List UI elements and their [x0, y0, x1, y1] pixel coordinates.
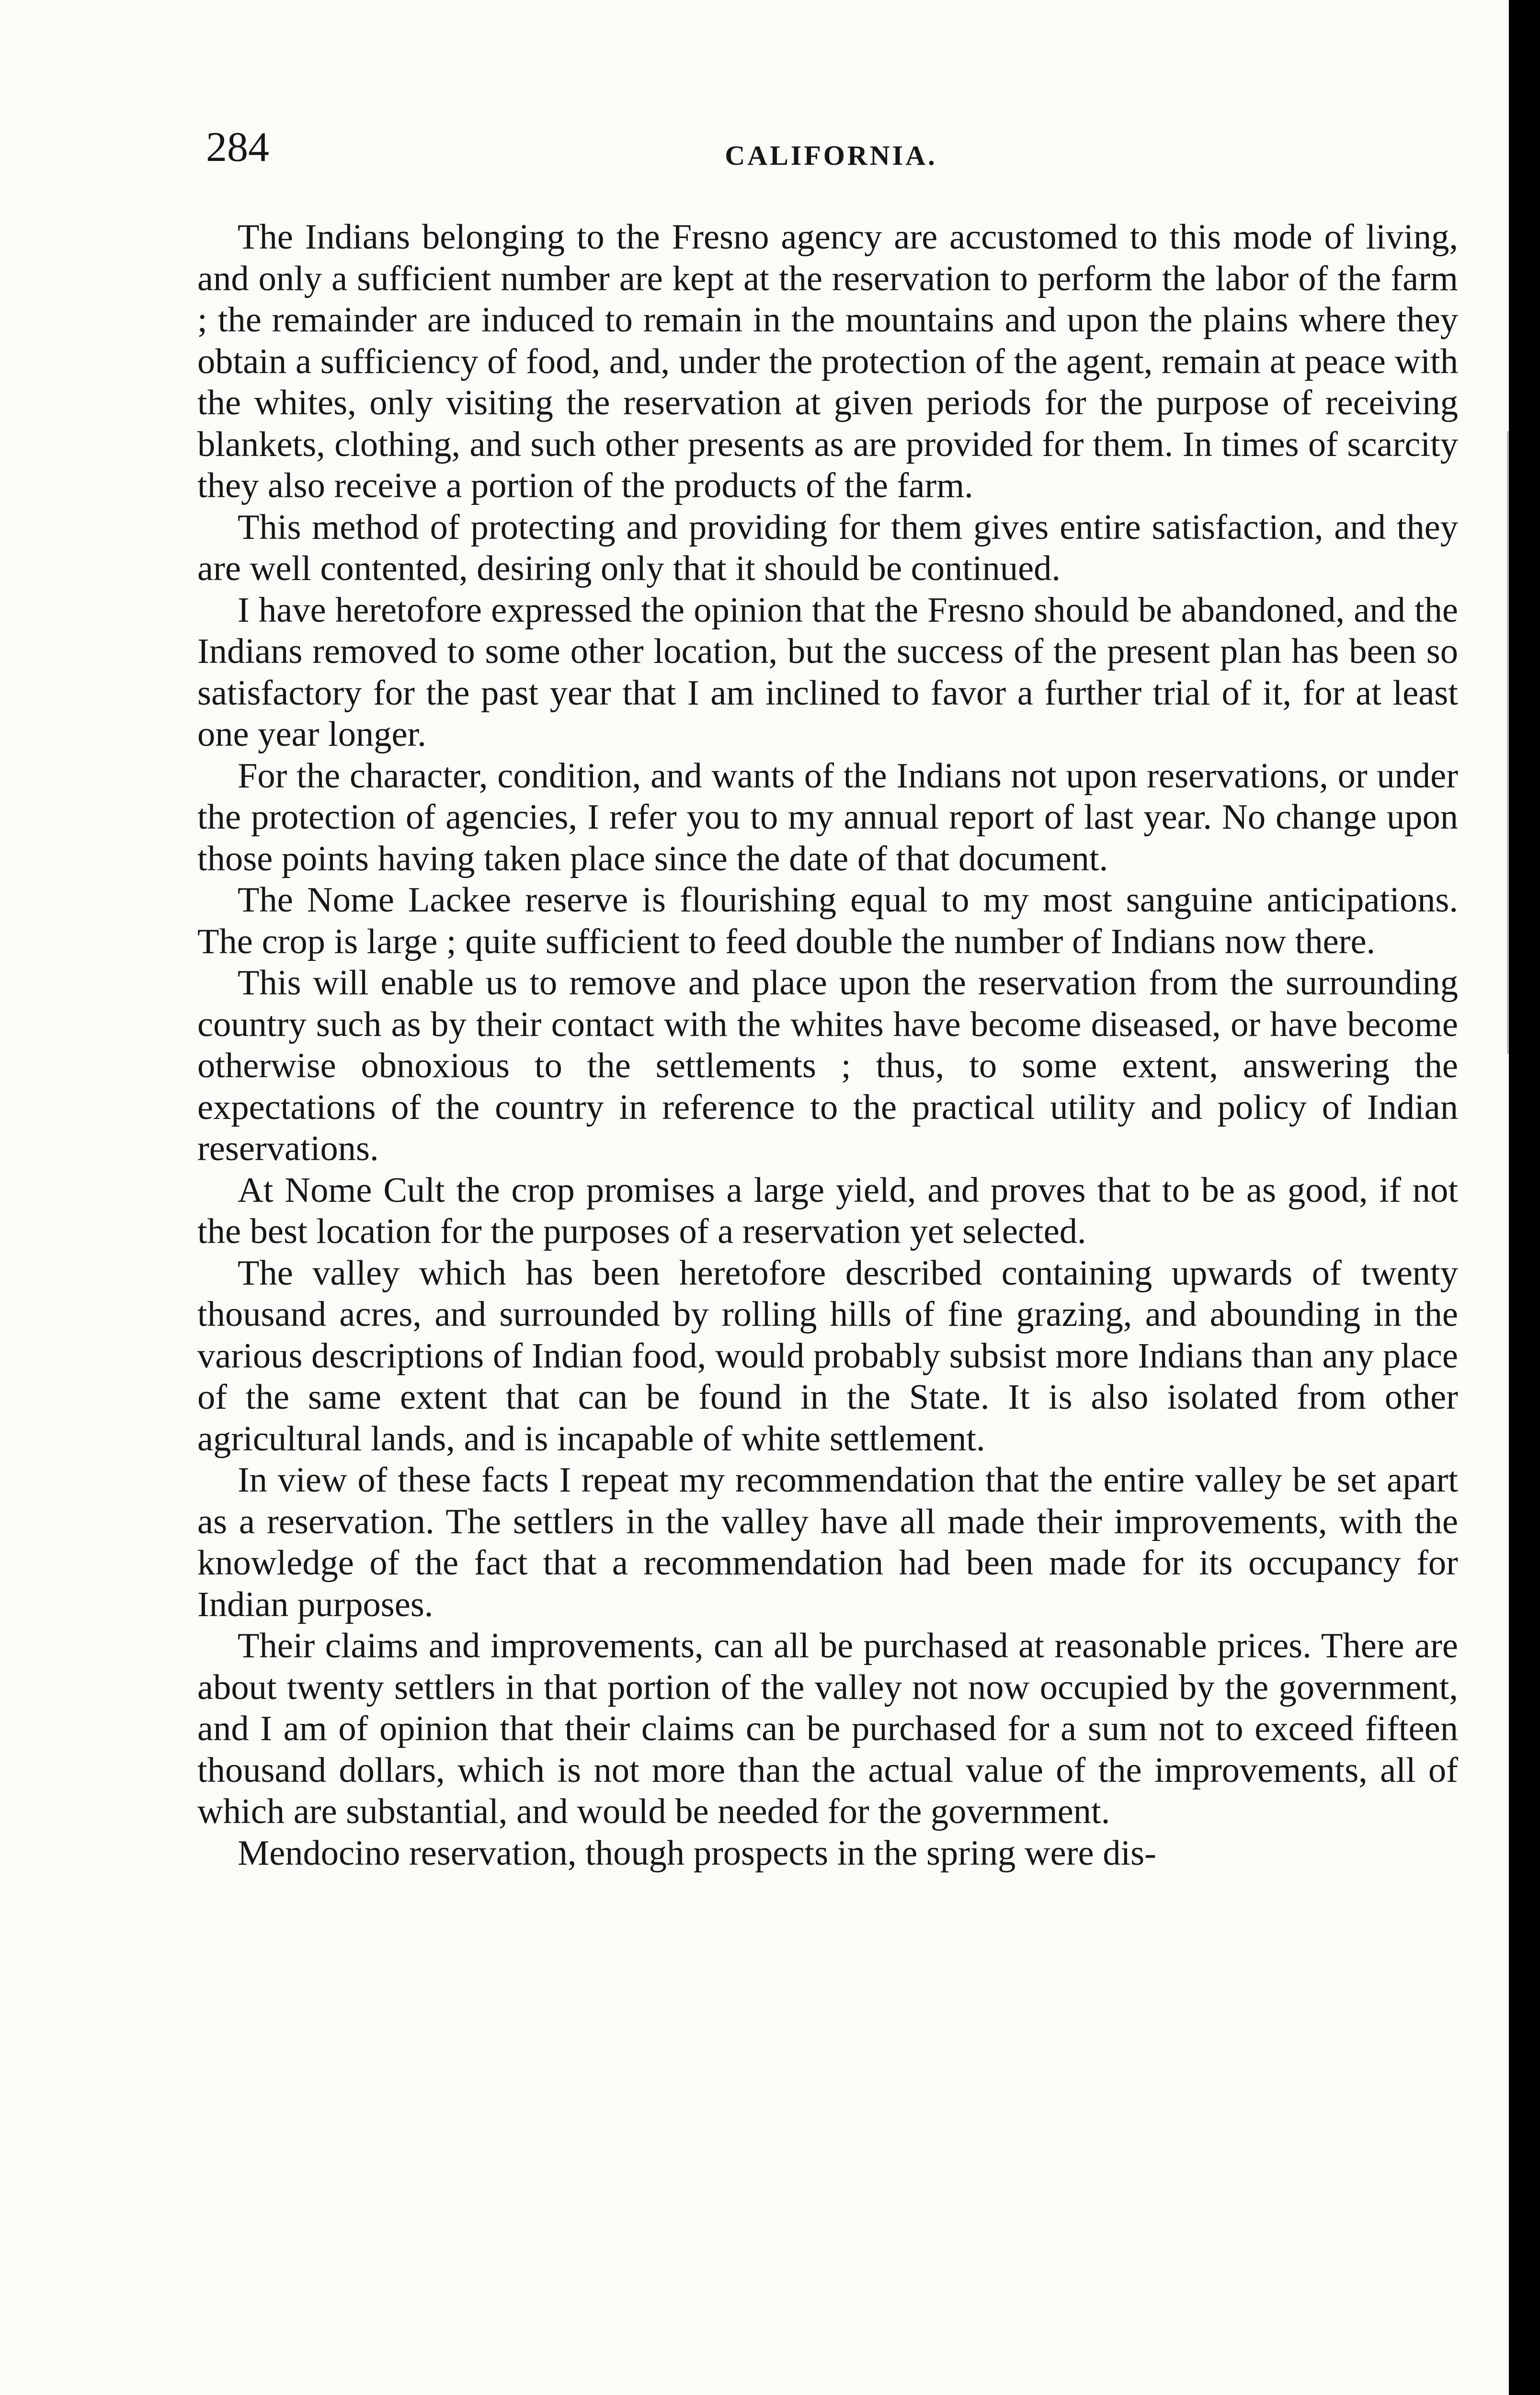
paragraph-recommendation: In view of these facts I repeat my recommendation that the entire valley be set apart as a reservation. The settlers in the valley have all made their improvements, with the knowledge of the fact that a recommendation had been made for its occupancy for Indian purposes.: [197, 1460, 1458, 1624]
paragraph-valley: The valley which has been heretofore described containing upwards of twenty thousand acres, and surrounded by rolling hills of fine grazing, and abounding in the various descriptions of Indian food, would probably subsist more Indians than any place of the same extent that can be found in the State. It is also isolated from other agricultural lands, and is incapable of white settlement.: [197, 1253, 1458, 1459]
page-number: 284: [206, 124, 269, 171]
running-head: CALIFORNIA.: [725, 140, 937, 171]
page-header: [206, 119, 1456, 176]
paragraph-mendocino: Mendocino reservation, though prospects in the spring were dis-: [238, 1833, 1156, 1873]
paragraph-nome-lackee: The Nome Lackee reserve is flourishing equal to my most sanguine anticipations. The crop is large ; quite sufficient to feed double the number of Indians now there.: [197, 880, 1458, 961]
paragraph-fresno-agency: The Indians belonging to the Fresno agency are accustomed to this mode of living, and only a sufficient number are kept at the reservation to perform the labor of the farm ; the remainder are induced to remain in the mountains and upon the plains where they obtain a sufficiency of food, and, under the protection of the agent, remain at peace with the whites, only visiting the reservation at given periods for the purpose of receiving blankets, clothing, and such other presents as are provided for them. In times of scarcity they also receive a portion of the products of the farm.: [197, 217, 1458, 505]
page-edge-shadow: [1507, 431, 1509, 1054]
paragraph-claims: Their claims and improvements, can all be purchased at reasonable prices. There are about twenty settlers in that portion of the valley not now occupied by the government, and I am of opinion that their claims can be purchased for a sum not to exceed fifteen thousand dollars, which is not more than the actual value of the improvements, all of which are substantial, and would be needed for the government.: [197, 1626, 1458, 1831]
paragraph-enable-removal: This will enable us to remove and place upon the reservation from the surrounding country such as by their contact with the whites have become diseased, or have become otherwise obnoxious to the settlements ; thus, to some extent, answering the expectations of the country in reference to the practical utility and policy of Indian reservations.: [197, 963, 1458, 1168]
paragraph-nome-cult: At Nome Cult the crop promises a large yield, and proves that to be as good, if not the best location for the purposes of a reservation yet selected.: [197, 1170, 1458, 1251]
paragraph-character: For the character, condition, and wants of the Indians not upon reservations, or under the protection of agencies, I refer you to my annual report of last year. No change upon those points having taken place since the date of that document.: [197, 756, 1458, 878]
paragraph-fresno-opinion: I have heretofore expressed the opinion that the Fresno should be abandoned, and the Indians removed to some other location, but the success of the present plan has been so satisfactory for the past year that I am inclined to favor a further trial of it, for at least one year longer.: [197, 590, 1458, 754]
paragraph-method: This method of protecting and providing for them gives entire satisfaction, and they are well contented, desiring only that it should be continued.: [197, 507, 1458, 588]
body-text: [197, 217, 1458, 1874]
